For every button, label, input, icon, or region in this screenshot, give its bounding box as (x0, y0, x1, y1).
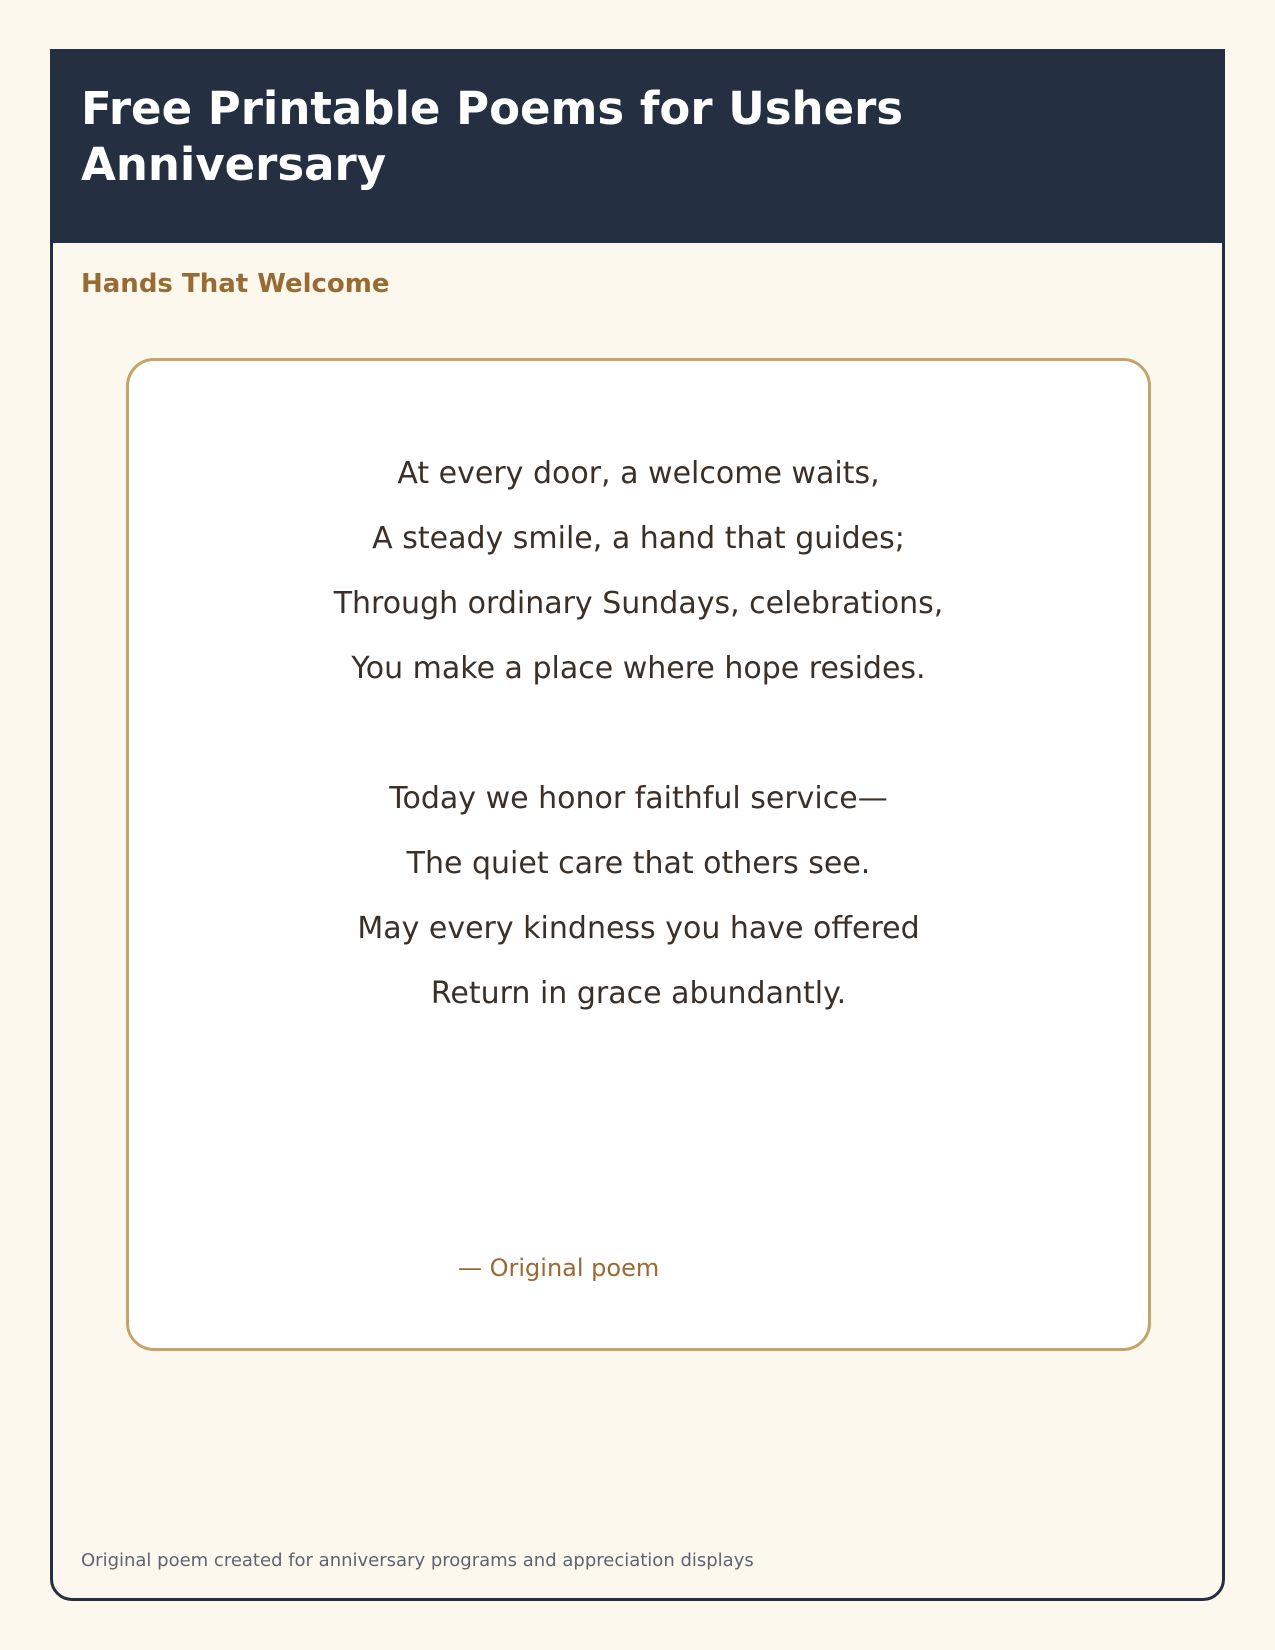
stanza-break (129, 701, 1148, 766)
poem-title: Hands That Welcome (81, 269, 390, 299)
poem-line: Today we honor faithful service— (389, 781, 888, 816)
stanza-2 (129, 766, 1148, 1026)
page-title: Free Printable Poems for Ushers Anniversary (81, 82, 904, 191)
poem-line: At every door, a welcome waits, (397, 456, 880, 491)
footer-note: Original poem created for anniversary programs and appreciation displays (81, 1550, 754, 1571)
poem-card (126, 358, 1151, 1351)
poem-body (129, 441, 1148, 1026)
poem-line: Through ordinary Sundays, celebrations, (333, 586, 944, 621)
header-banner (53, 52, 1222, 243)
stanza-1 (129, 441, 1148, 701)
poem-page (50, 49, 1225, 1601)
poem-line: The quiet care that others see. (406, 846, 871, 881)
poem-line: You make a place where hope resides. (351, 651, 926, 686)
poem-line: A steady smile, a hand that guides; (372, 521, 905, 556)
poem-line: Return in grace abundantly. (430, 976, 847, 1011)
poem-line: May every kindness you have offered (357, 911, 920, 946)
poem-attribution: — Original poem (458, 1254, 660, 1282)
